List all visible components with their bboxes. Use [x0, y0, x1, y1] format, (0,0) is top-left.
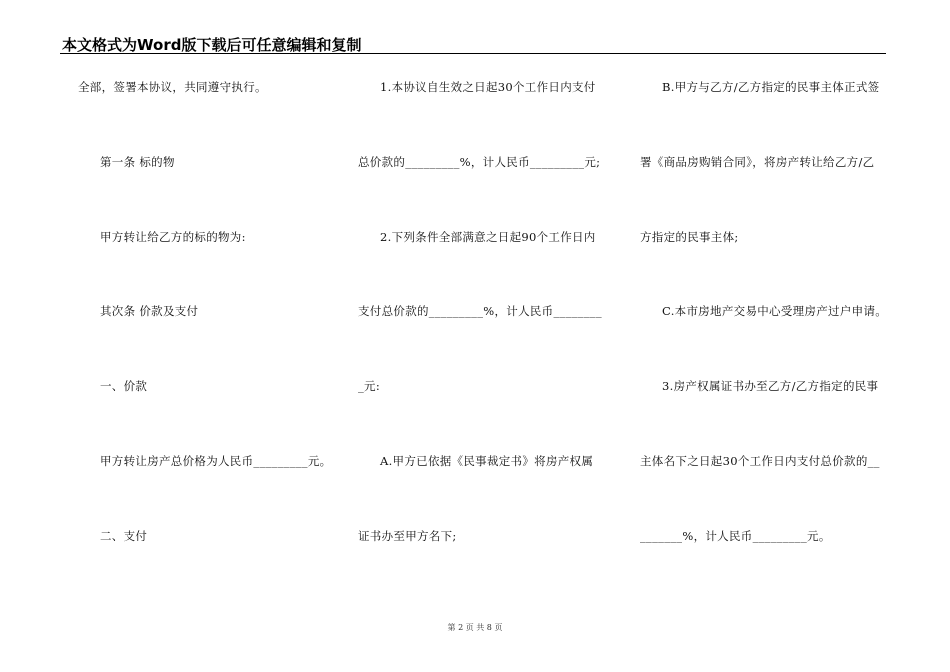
paragraph-line: 第一条 标的物: [100, 155, 175, 169]
paragraph-line: 甲方转让给乙方的标的物为:: [100, 230, 246, 244]
paragraph-line: 署《商品房购销合同》，将房产转让给乙方/乙: [640, 155, 875, 169]
paragraph-line: 支付总价款的_________%，计人民币________: [358, 304, 602, 318]
paragraph-line: 3.房产权属证书办至乙方/乙方指定的民事: [662, 379, 879, 393]
paragraph-line: 证书办至甲方名下;: [358, 529, 457, 543]
paragraph-line: 方指定的民事主体;: [640, 230, 739, 244]
paragraph-line: C.本市房地产交易中心受理房产过户申请。: [662, 304, 888, 318]
paragraph-line: B.甲方与乙方/乙方指定的民事主体正式签: [662, 80, 880, 94]
paragraph-line: 主体名下之日起30个工作日内支付总价款的__: [640, 454, 880, 468]
paragraph-line: 2.下列条件全部满意之日起90个工作日内: [380, 230, 596, 244]
paragraph-line: 1.本协议自生效之日起30个工作日内支付: [380, 80, 596, 94]
paragraph-line: 一、价款: [100, 379, 148, 393]
paragraph-line: 甲方转让房产总价格为人民币_________元。: [100, 454, 332, 468]
page-number: 第 2 页 共 8 页: [447, 623, 503, 632]
paragraph-line: 总价款的_________%，计人民币_________元;: [358, 155, 601, 169]
header-divider: [60, 53, 886, 54]
paragraph-line: _元:: [358, 379, 381, 393]
paragraph-line: 其次条 价款及支付: [100, 304, 199, 318]
paragraph-line: 二、支付: [100, 529, 148, 543]
paragraph-line: _______%，计人民币_________元。: [640, 529, 831, 543]
paragraph-line: A.甲方已依据《民事裁定书》将房产权属: [380, 454, 594, 468]
paragraph-line: 全部，签署本协议，共同遵守执行。: [78, 80, 267, 94]
document-header-title: 本文格式为Word版下载后可任意编辑和复制: [62, 36, 362, 54]
